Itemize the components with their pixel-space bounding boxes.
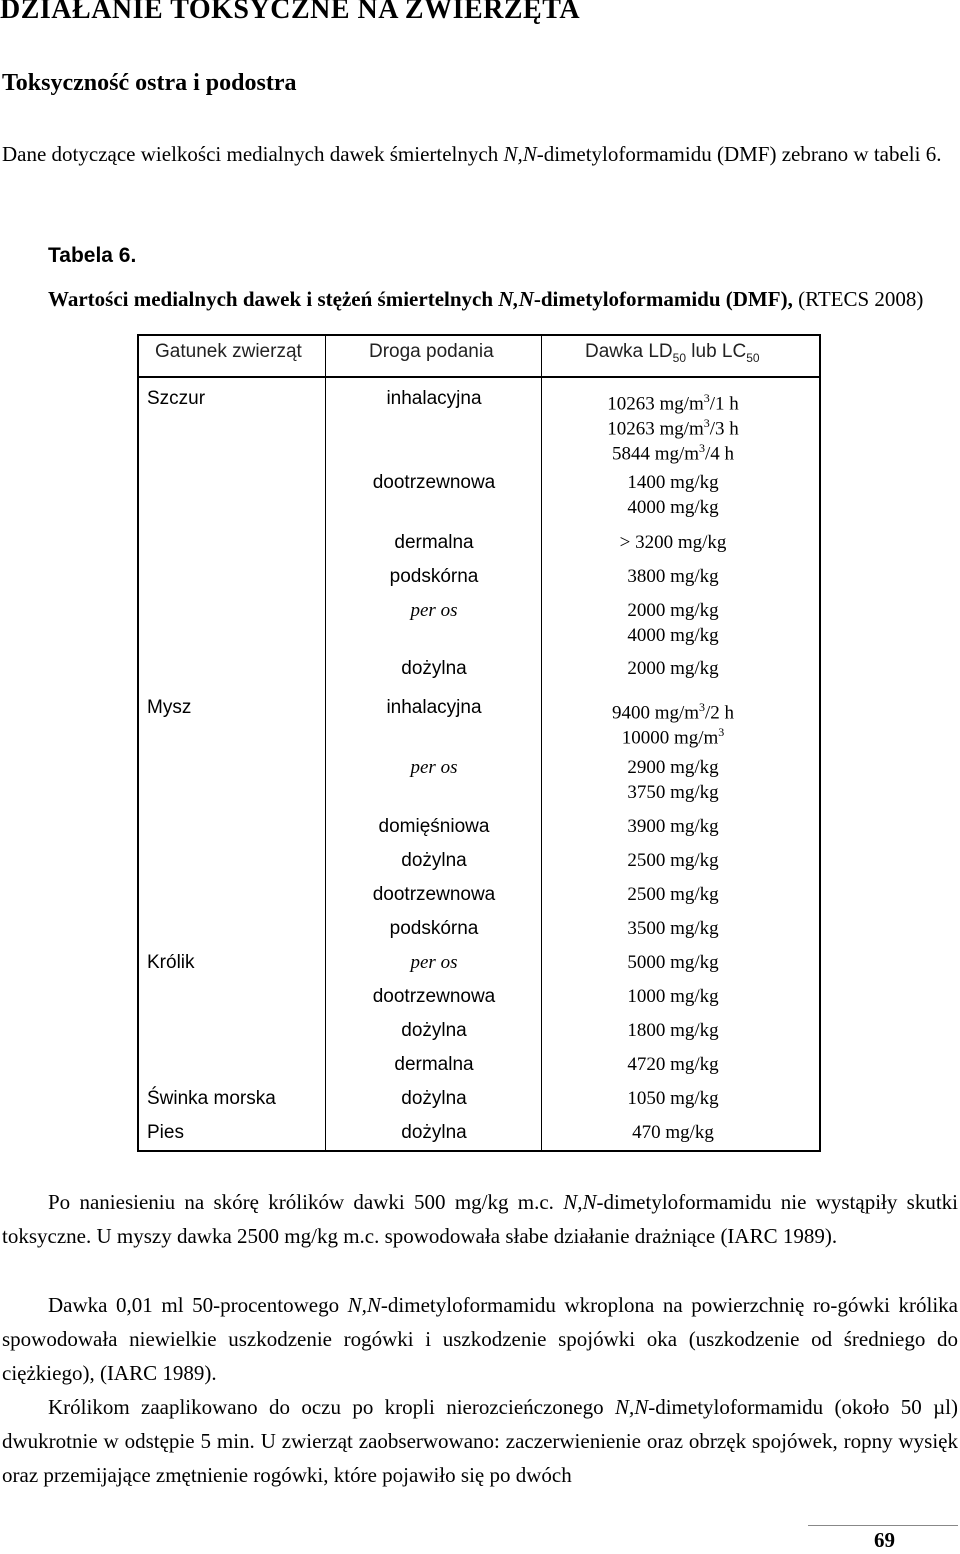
caption-source: (RTECS 2008) (798, 287, 924, 311)
route-cell: dootrzewnowa (372, 472, 496, 493)
paragraph-eye (2, 1288, 958, 1390)
dose-cell: 1400 mg/kg (627, 472, 719, 493)
dose-cell: 2500 mg/kg (627, 884, 719, 905)
dose-value: 10000 mg/m (621, 727, 719, 749)
subsection-heading: Toksyczność ostra i podostra (2, 70, 297, 96)
dose-sup: 3 (703, 416, 710, 430)
para-text-end: -dimetyloformamidu nie wystąpiły skutki toksyczne. U myszy dawka 2500 mg/kg m.c. spowodowała słabe działanie drażniące (IARC 1989). (2, 1190, 958, 1248)
header-species: Gatunek zwierząt (155, 341, 302, 362)
section-heading: DZIAŁANIE TOKSYCZNE NA ZWIERZĘTA (0, 0, 581, 25)
dose-cell: 3900 mg/kg (627, 816, 719, 837)
dose-cell: 2000 mg/kg (627, 658, 719, 679)
dose-cell: 2900 mg/kg (627, 757, 719, 778)
route-cell: dermalna (394, 1054, 474, 1075)
route-cell: dożylna (401, 850, 467, 871)
page-number: 69 (874, 1528, 895, 1552)
intro-nn: N,N (503, 142, 537, 166)
route-cell: per os (410, 952, 458, 973)
dose-cell: 4000 mg/kg (627, 625, 719, 646)
paragraph-undiluted (2, 1390, 958, 1492)
route-cell: podskórna (389, 566, 479, 587)
dose-mid: lub LC (686, 341, 747, 362)
dose-sub: 50 (746, 350, 760, 365)
dose-sup: 3 (718, 725, 725, 739)
caption-text: Wartości medialnych dawek i stężeń śmiertelnych (48, 287, 499, 311)
dose-cell: > 3200 mg/kg (619, 532, 727, 553)
dose-value: 5844 mg/m (611, 443, 700, 465)
intro-text-end: -dimetyloformamidu (DMF) zebrano w tabeli 6. (536, 142, 942, 166)
dose-cell: 1800 mg/kg (627, 1020, 719, 1041)
paragraph-skin (2, 1185, 958, 1253)
route-cell: inhalacyjna (386, 697, 482, 718)
dose-cell: 2000 mg/kg (627, 600, 719, 621)
route-cell: domięśniowa (378, 816, 490, 837)
header-dose (585, 341, 760, 365)
table-label: Tabela 6. (48, 244, 137, 267)
dose-duration: /2 h (705, 702, 735, 724)
dose-cell: 2500 mg/kg (627, 850, 719, 871)
dose-cell: 4000 mg/kg (627, 497, 719, 518)
intro-text: Dane dotyczące wielkości medialnych dawek śmiertelnych (2, 142, 504, 166)
dose-cell (523, 436, 823, 466)
route-cell: inhalacyjna (386, 388, 482, 409)
para-text-end: -dimetyloformamidu wkroplona na powierzchnię ro-gówki królika spowodowała niewielkie uszkodzenie rogówki i uszkodzenie spojówki oka (uszkodzenie od średniego do ciężkiego), (IARC 1989). (2, 1293, 958, 1385)
ld50-table (137, 334, 821, 1152)
route-cell: dożylna (401, 1020, 467, 1041)
dose-duration: /4 h (705, 443, 735, 465)
para-nn: N,N (347, 1293, 381, 1317)
dose-cell: 1000 mg/kg (627, 986, 719, 1007)
dose-value: 9400 mg/m (611, 702, 700, 724)
route-cell: per os (410, 600, 458, 621)
route-cell: dootrzewnowa (372, 986, 496, 1007)
route-cell: dożylna (401, 1088, 467, 1109)
caption-text-mid: -dimetyloformamidu (DMF), (533, 287, 799, 311)
route-cell: dożylna (401, 1122, 467, 1143)
table-caption (48, 287, 923, 312)
dose-cell: 3750 mg/kg (627, 782, 719, 803)
dose-cell: 470 mg/kg (632, 1122, 714, 1143)
dose-cell: 4720 mg/kg (627, 1054, 719, 1075)
dose-cell: 3500 mg/kg (627, 918, 719, 939)
para-text-end: -dimetyloformamidu (około 50 µl) dwukrotnie w odstępie 5 min. U zwierząt zaobserwowano: zaczerwienienie oraz obrzęk spojówek, ropny wysięk oraz przemijające zmętnienie rogówki, które pojawiło się po dwóch (2, 1395, 958, 1487)
species-rabbit: Królik (147, 952, 195, 973)
para-nn: N,N (614, 1395, 649, 1419)
dose-value: 10263 mg/m (607, 393, 704, 415)
para-text: Dawka 0,01 ml 50-procentowego (48, 1293, 348, 1317)
route-cell: per os (410, 757, 458, 778)
route-cell: dermalna (394, 532, 474, 553)
header-rule (139, 376, 819, 378)
para-text: Po naniesieniu na skórę królików dawki 500 mg/kg m.c. (48, 1190, 564, 1214)
dose-sup: 3 (699, 441, 706, 455)
dose-cell (523, 720, 823, 750)
species-dog: Pies (147, 1122, 184, 1143)
dose-value: 10263 mg/m (607, 418, 704, 440)
header-route: Droga podania (369, 341, 494, 362)
dose-cell: 5000 mg/kg (627, 952, 719, 973)
species-mouse: Mysz (147, 697, 192, 718)
route-cell: podskórna (389, 918, 479, 939)
dose-duration: /1 h (709, 393, 739, 415)
intro-paragraph (2, 137, 958, 171)
para-text: Królikom zaaplikowano do oczu po kropli nierozcieńczonego (48, 1395, 615, 1419)
dose-cell: 1050 mg/kg (627, 1088, 719, 1109)
species-guinea-pig: Świnka morska (147, 1088, 276, 1109)
species-rat: Szczur (147, 388, 206, 409)
dose-cell: 3800 mg/kg (627, 566, 719, 587)
dose-sup: 3 (699, 700, 706, 714)
page-rule (808, 1525, 958, 1526)
route-cell: dootrzewnowa (372, 884, 496, 905)
dose-sup: 3 (703, 391, 710, 405)
dose-prefix: Dawka LD (585, 341, 673, 362)
para-nn: N,N (563, 1190, 597, 1214)
dose-sub: 50 (672, 350, 687, 365)
route-cell: dożylna (401, 658, 467, 679)
dose-duration: /3 h (709, 418, 739, 440)
caption-nn: N,N (498, 287, 534, 311)
